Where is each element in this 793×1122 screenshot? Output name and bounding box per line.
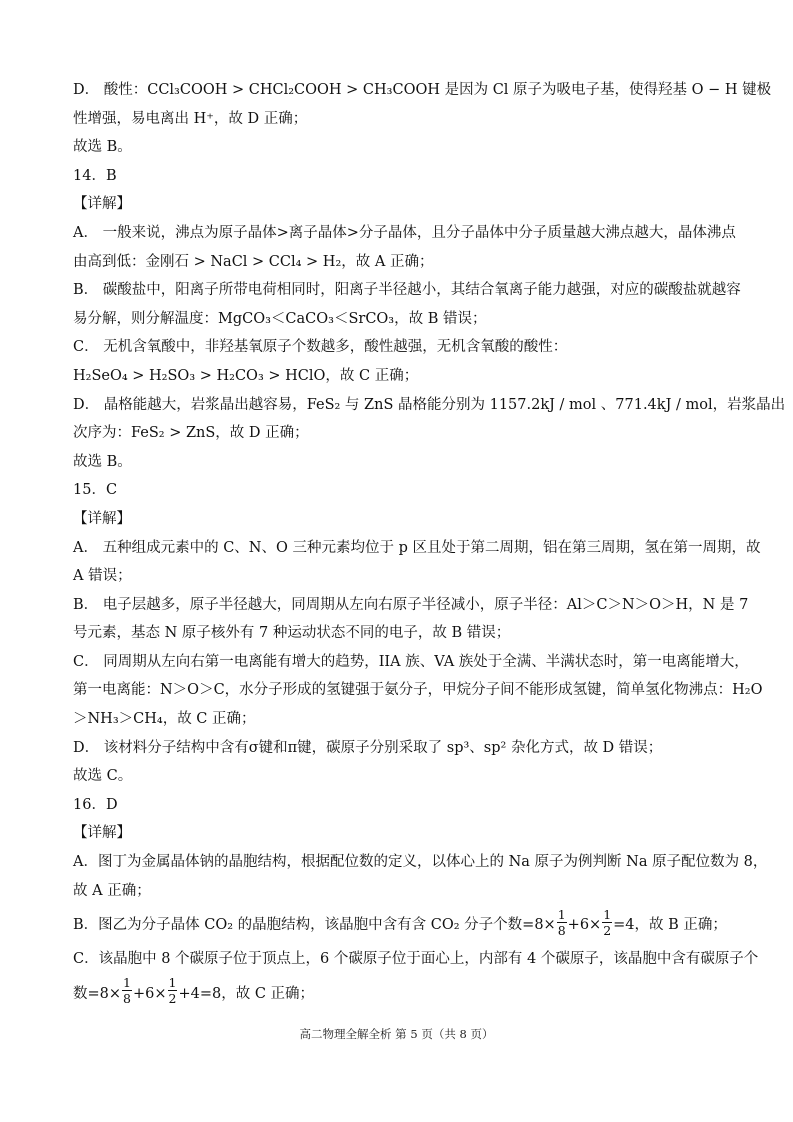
q14-detail-label: 【详解】 xyxy=(73,196,131,213)
fraction-numerator: 1 xyxy=(603,906,612,922)
q16-option-c-line2 xyxy=(73,974,733,1014)
q15-option-b-line1: B． 电子层越多，原子半径越大，同周期从左向右原子半径减小，原子半径：Al＞C＞N＞O＞H，N 是 7 xyxy=(73,596,749,613)
fraction-one-eighth xyxy=(122,975,132,1006)
q14-option-d-line1: D． 晶格能越大，岩浆晶出越容易，FeS₂ 与 ZnS 晶格能分别为 1157.2kJ / mol 、771.4kJ / mol，岩浆晶出 xyxy=(73,396,786,413)
q16-b-text-mid: +6× xyxy=(567,917,602,934)
q13-option-d-line1: D． 酸性：CCl₃COOH > CHCl₂COOH > CH₃COOH 是因为 Cl 原子为吸电子基，使得羟基 O − H 键极 xyxy=(73,82,772,98)
q14-option-d-line2: 次序为：FeS₂ > ZnS，故 D 正确； xyxy=(73,425,309,442)
q15-option-c-line1: C． 同周期从左向右第一电离能有增大的趋势，IIA 族、VA 族处于全满、半满状态时，第一电离能增大， xyxy=(73,653,749,670)
q16-b-text-pre: B．图乙为分子晶体 CO₂ 的晶胞结构，该晶胞中含有含 CO₂ 分子个数=8× xyxy=(73,917,556,934)
q16-option-a-line1: A．图丁为金属晶体钠的晶胞结构，根据配位数的定义，以体心上的 Na 原子为例判断 Na 原子配位数为 8， xyxy=(73,854,768,871)
fraction-one-half xyxy=(602,907,612,938)
q16-heading: 16．D xyxy=(73,796,118,813)
fraction-numerator: 1 xyxy=(123,975,131,991)
q16-option-a-line2: 故 A 正确； xyxy=(73,882,151,899)
q15-heading: 15．C xyxy=(73,482,118,499)
q14-option-c-line1: C． 无机含氧酸中，非羟基氧原子个数越多，酸性越强，无机含氧酸的酸性： xyxy=(73,339,568,356)
q15-option-a-line1: A． 五种组成元素中的 C、N、O 三种元素均位于 p 区且处于第二周期，铝在第三周期，氢在第一周期，故 xyxy=(73,539,761,556)
q16-c-text-pre: 数=8× xyxy=(73,985,122,1002)
q16-c-text-mid: +6× xyxy=(132,985,167,1002)
fraction-denominator: 8 xyxy=(557,922,566,938)
q16-b-text-post: =4，故 B 正确； xyxy=(613,917,727,934)
q16-c-text-post: +4=8，故 C 正确； xyxy=(178,985,315,1002)
q13-option-d-line2: 性增强，易电离出 H⁺，故 D 正确； xyxy=(73,110,308,127)
q14-option-c-line2: H₂SeO₄ > H₂SO₃ > H₂CO₃ > HClO，故 C 正确； xyxy=(73,367,419,384)
q14-option-b-line1: B． 碳酸盐中，阳离子所带电荷相同时，阳离子半径越小，其结合氧离子能力越强，对应的碳酸盐就越容 xyxy=(73,282,741,299)
q14-option-a-line1: A． 一般来说，沸点为原子晶体>离子晶体>分子晶体，且分子晶体中分子质量越大沸点越大，晶体沸点 xyxy=(73,224,736,241)
q16-detail-label: 【详解】 xyxy=(73,825,131,842)
q14-option-b-line2: 易分解，则分解温度：MgCO₃＜CaCO₃＜SrCO₃，故 B 错误； xyxy=(73,310,487,327)
fraction-denominator: 8 xyxy=(123,991,131,1007)
fraction-numerator: 1 xyxy=(557,906,566,922)
fraction-one-half xyxy=(168,975,178,1006)
fraction-denominator: 2 xyxy=(603,922,612,938)
q15-option-a-line2: A 错误； xyxy=(73,568,132,585)
fraction-one-eighth xyxy=(557,907,567,938)
q16-option-b-line xyxy=(73,905,733,945)
page-footer: 高二物理全解全析 第 5 页（共 8 页） xyxy=(299,1027,494,1041)
q15-option-c-line2: 第一电离能：N＞O＞C，水分子形成的氢键强于氨分子，甲烷分子间不能形成氢键，简单氢化物沸点：H₂O xyxy=(73,682,763,699)
q14-answer: 故选 B。 xyxy=(73,453,132,470)
q13-answer: 故选 B。 xyxy=(73,139,132,156)
q15-answer: 故选 C。 xyxy=(73,768,133,785)
q14-option-a-line2: 由高到低：金刚石 > NaCl > CCl₄ > H₂，故 A 正确； xyxy=(73,253,434,270)
fraction-denominator: 2 xyxy=(168,991,177,1007)
document-body xyxy=(73,76,786,1014)
q15-option-c-line3: ＞NH₃＞CH₄，故 C 正确； xyxy=(73,711,256,728)
q14-heading: 14．B xyxy=(73,167,117,184)
q15-option-d-line1: D． 该材料分子结构中含有σ键和π键，碳原子分别采取了 sp³、sp² 杂化方式，故 D 错误； xyxy=(73,739,663,756)
q15-detail-label: 【详解】 xyxy=(73,510,131,527)
q16-option-c-line1: C．该晶胞中 8 个碳原子位于顶点上，6 个碳原子位于面心上，内部有 4 个碳原子，该晶胞中含有碳原子个 xyxy=(73,951,759,968)
fraction-numerator: 1 xyxy=(168,975,177,991)
q15-option-b-line2: 号元素，基态 N 原子核外有 7 种运动状态不同的电子，故 B 错误； xyxy=(73,625,511,642)
